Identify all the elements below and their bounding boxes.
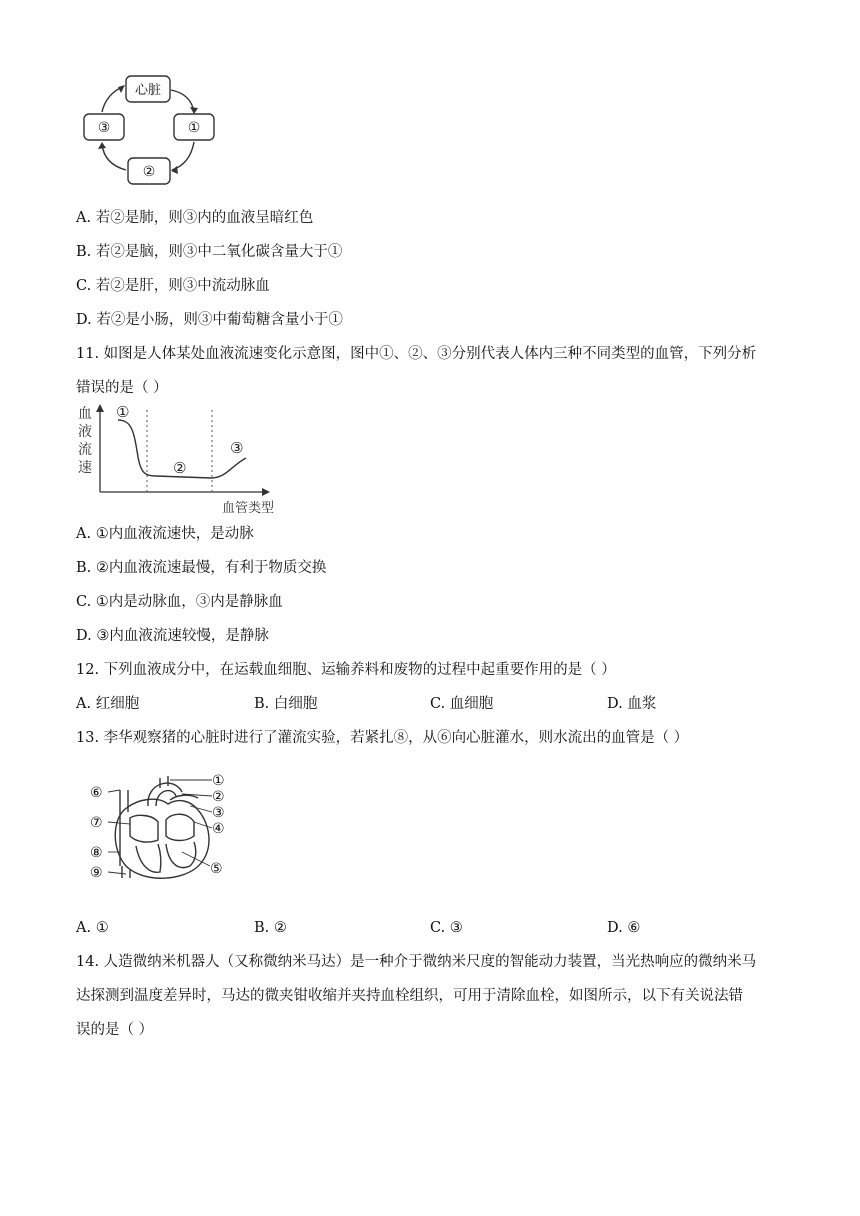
box-1-label: ① [187,120,201,136]
q11-stem-line1: 11. 如图是人体某处血液流速变化示意图，图中①、②、③分别代表人体内三种不同类型的血管，下列分析 [76,346,757,362]
curve-label-1: ① [116,403,130,421]
heart-label-1: ① [212,773,225,789]
q10-option-b: B. 若②是脑，则③中二氧化碳含量大于① [76,244,343,260]
curve-label-3: ③ [230,439,244,457]
heart-label-6: ⑥ [90,785,103,801]
heart-label-8: ⑧ [90,845,103,861]
q11-option-c: C. ①内是动脉血，③内是静脉血 [76,594,283,610]
ylabel-char-4: 速 [78,460,92,476]
q12-option-b: B. 白细胞 [254,696,318,712]
ylabel-char-2: 液 [78,424,92,440]
q10-option-a: A. 若②是肺，则③内的血液呈暗红色 [76,210,314,226]
q11-option-a: A. ①内血液流速快，是动脉 [76,526,254,542]
box-2-label: ② [142,164,156,180]
heart-label-5: ⑤ [210,861,223,877]
q13-option-a: A. ① [76,920,109,936]
curve-label-2: ② [173,459,187,477]
heart-label-3: ③ [212,805,225,821]
q14-stem-line1: 14. 人造微纳米机器人（又称微纳米马达）是一种介于微纳米尺度的智能动力装置，当光热响应的微纳米马 [76,954,757,970]
heart-box-label: 心脏 [134,83,162,98]
heart-label-4: ④ [212,821,225,837]
q13-option-c: C. ③ [430,920,463,936]
heart-label-7: ⑦ [90,815,103,831]
q11-option-b: B. ②内血液流速最慢，有利于物质交换 [76,560,327,576]
q12-option-a: A. 红细胞 [76,696,140,712]
q10-option-c: C. 若②是肝，则③中流动脉血 [76,278,270,294]
q11-option-d: D. ③内血液流速较慢，是静脉 [76,628,269,644]
q14-stem-line3: 误的是（ ） [76,1022,154,1038]
blood-flow-speed-chart [76,402,286,518]
ylabel-char-3: 流 [78,442,92,458]
q12-stem: 12. 下列血液成分中，在运载血细胞、运输养料和废物的过程中起重要作用的是（ ） [76,662,616,678]
x-axis-label: 血管类型 [222,501,275,516]
q12-option-d: D. 血浆 [607,696,657,712]
ylabel-char-1: 血 [78,406,92,422]
box-3-label: ③ [97,120,111,136]
q11-stem-line2: 错误的是（ ） [76,380,168,396]
heart-diagram [86,770,242,890]
q13-stem: 13. 李华观察猪的心脏时进行了灌流实验，若紧扎⑧，从⑥向心脏灌水，则水流出的血管是（ ） [76,730,689,746]
q12-option-c: C. 血细胞 [430,696,494,712]
q10-option-d: D. 若②是小肠，则③中葡萄糖含量小于① [76,312,343,328]
heart-label-9: ⑨ [90,865,103,881]
q13-option-b: B. ② [254,920,287,936]
q14-stem-line2: 达探测到温度差异时，马达的微夹钳收缩并夹持血栓组织，可用于清除血栓，如图所示，以下有关说法错 [76,988,743,1004]
heart-label-2: ② [212,789,225,805]
q13-option-d: D. ⑥ [607,920,641,936]
circulation-cycle-diagram [76,68,216,190]
